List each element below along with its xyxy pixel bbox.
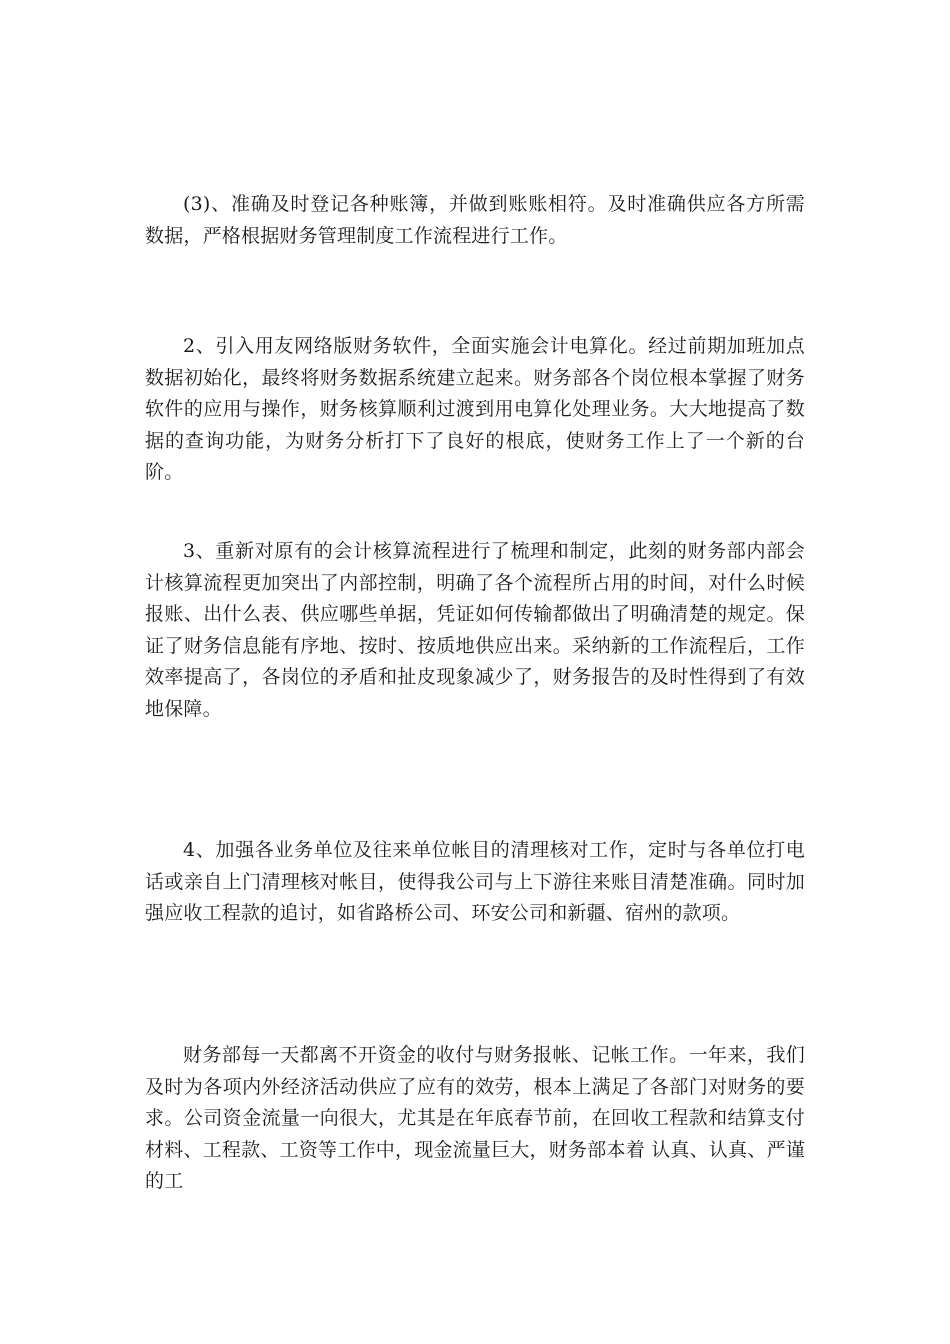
paragraph-account-reconciliation: 4、加强各业务单位及往来单位帐目的清理核对工作，定时与各单位打电话或亲自上门清理核对帐目，使得我公司与上下游往来账目清楚准确。同时加强应收工程款的追讨，如省路桥公司、环安公司和新疆、宿州的款项。 [145, 839, 805, 925]
paragraph-daily-work: 财务部每一天都离不开资金的收付与财务报帐、记帐工作。一年来，我们及时为各项内外经济活动供应了应有的效劳，根本上满足了各部门对财务的要求。公司资金流量一向很大，尤其是在年底春节前，在回收工程款和结算支付材料、工程款、工资等工作中，现金流量巨大，财务部本着 认真、认真、严谨 的工 [145, 1044, 805, 1193]
paragraph-item-3: (3)、准确及时登记各种账簿，并做到账账相符。及时准确供应各方所需数据，严格根据财务管理制度工作流程进行工作。 [145, 193, 805, 247]
paragraph-accounting-process: 3、重新对原有的会计核算流程进行了梳理和制定，此刻的财务部内部会计核算流程更加突出了内部控制，明确了各个流程所占用的时间，对什么时候报账、出什么表、供应哪些单据，凭证如何传输都做出了明确清楚的规定。保证了财务信息能有序地、按时、按质地供应出来。采纳新的工作流程后，工作效率提高了，各岗位的矛盾和扯皮现象减少了，财务报告的及时性得到了有效地保障。 [145, 540, 805, 720]
paragraph-software: 2、引入用友网络版财务软件，全面实施会计电算化。经过前期加班加点数据初始化，最终将财务数据系统建立起来。财务部各个岗位根本掌握了财务软件的应用与操作，财务核算顺利过渡到用电算化处理业务。大大地提高了数据的查询功能，为财务分析打下了良好的根底，使财务工作上了一个新的台阶。 [145, 335, 805, 484]
